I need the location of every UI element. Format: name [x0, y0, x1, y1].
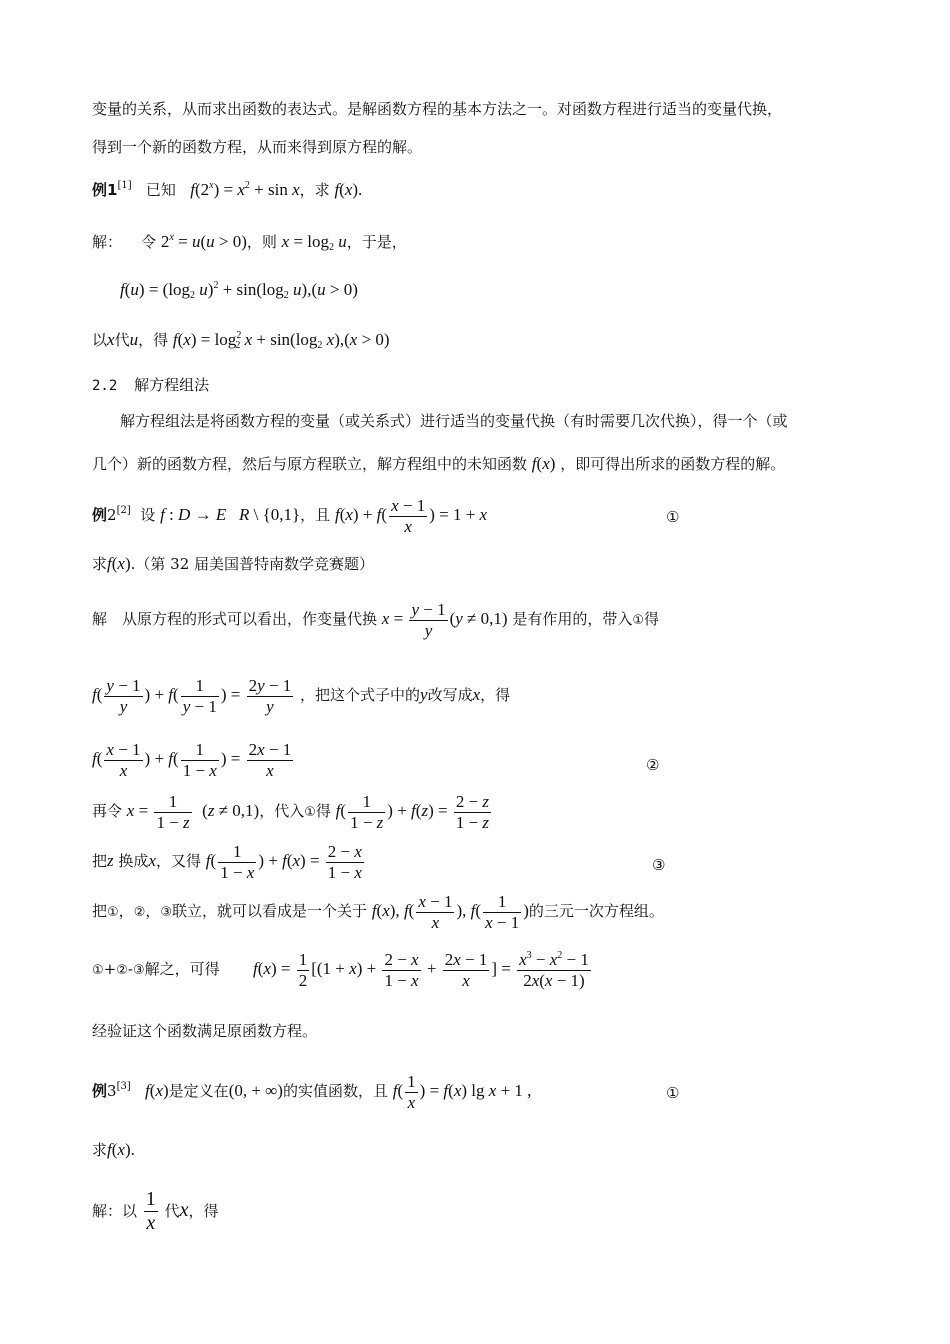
- method-text-a: 几个）新的函数方程，然后与原方程联立，解方程组中的未知函数: [92, 455, 528, 473]
- then-text: ，则: [246, 233, 277, 251]
- equation-domain: f : D → E R \ {0,1}: [160, 504, 301, 524]
- rewrite-text-a: ，把这个式子中的: [300, 685, 421, 704]
- ref-one: ①: [107, 904, 119, 920]
- sol3-text-b: 代: [164, 1202, 180, 1221]
- combine-text-a: 把: [92, 901, 108, 920]
- section-number: 2.2: [92, 378, 118, 394]
- eq-marker-1: ①: [666, 508, 680, 526]
- example-1-ref: [1]: [117, 180, 132, 191]
- ask-text-2: 求: [92, 555, 108, 573]
- def-text-a: 是定义在: [168, 1081, 229, 1100]
- example-2-ref: [2]: [116, 504, 131, 516]
- equation-3-line: 把z 换成x，又得 f( $\frac{1}{1 - x}$ ) + f(x) = $\frac{2 - x}{1 - x}$: [92, 842, 362, 882]
- swap-text-a: 把: [92, 851, 108, 870]
- solution-text-b: 是有作用的，带入: [512, 609, 633, 628]
- equation-fu: $f(u) = (\log_2$ $u)^2 + \sin(\log_2$ u),(u > 0): [120, 280, 358, 301]
- and-text: ，且: [300, 505, 331, 524]
- equation-solution: f(x) = $\frac{1}{2}$ [(1 + x) + $\frac{2 - x}{1 - x}$ + $\frac{2x - 1}{x}$ ] = $\frac{x^3 - x^2 - 1}{2x(x - 1)}$: [253, 950, 589, 990]
- solution-label: 解：: [92, 233, 123, 251]
- intro-line-1: 变量的关系，从而求出函数的表达式。是解函数方程的基本方法之一。对函数方程进行适当的变量代换，: [92, 100, 783, 118]
- example-2-solution-intro: 解 从原方程的形式可以看出，作变量代换 x = $\frac{y - 1}{y}$ (y ≠ 0,1) 是有作用的，带入①得: [92, 600, 660, 640]
- example-1-result: 以x代u，得 $f(x) = \log^2_2 x + \sin(\log_2$ x),(x > 0): [92, 330, 390, 351]
- example-3-ref: [3]: [116, 1080, 131, 1092]
- example-2-statement: [92, 496, 487, 536]
- op-three: ③: [132, 962, 145, 978]
- example-3-ask: 求f(x).: [92, 1140, 135, 1159]
- equation-fx: f(x).: [334, 180, 363, 199]
- replace-text: 以: [92, 331, 108, 349]
- swap-text-b: 换成: [118, 851, 149, 870]
- method-line-1: 解方程组法是将函数方程的变量（或关系式）进行适当的变量代换（有时需要几次代换），得一个（或: [120, 412, 788, 430]
- set-text: 设: [140, 505, 156, 524]
- eq-marker-3: ③: [652, 856, 666, 874]
- combine-line: 把①，②，③联立，就可以看成是一个关于 f(x), f( $\frac{x - 1}{x}$ ), f( $\frac{1}{x - 1}$ )的三元一次方程组。: [92, 892, 664, 932]
- equation-fx-result: $f(x) = \log^2_2 x + \sin(\log_2$ x),(x > 0): [172, 330, 390, 351]
- swap-text-c: ，又得: [155, 851, 201, 870]
- eq-marker-2: ②: [646, 756, 660, 774]
- equation-ex2-given: f(x) + f( $\frac{x - 1}{x}$ ) = 1 + x: [334, 496, 488, 536]
- let-text: 令: [141, 233, 157, 251]
- again-text-a: 再令: [92, 801, 123, 820]
- solution-text-a: 解 从原方程的形式可以看出，作变量代换: [92, 609, 378, 628]
- again-text-c: 得: [315, 801, 331, 820]
- ref-marker-1b: ①: [304, 804, 316, 820]
- intro-line-2: 得到一个新的函数方程，从而来得到原方程的解。: [92, 138, 423, 156]
- equation-ex3-given: f( $\frac{1}{x}$ ) = f(x) lg x + 1 ,: [392, 1072, 532, 1112]
- ref-two: ②: [133, 904, 146, 920]
- op-two: ②: [116, 962, 128, 978]
- eq-marker-1-ex3: ①: [666, 1084, 680, 1102]
- sol3-text-c: ，得: [188, 1202, 219, 1221]
- example-3-solution: 解：以 $\frac{1}{x}$ 代x，得: [92, 1188, 219, 1234]
- equation-x-log: $x = \log_2 u$: [281, 232, 347, 253]
- example-1-statement: [92, 180, 362, 200]
- sol3-text-a: 解：以: [92, 1202, 138, 1221]
- problem-source: .（第 32 届美国普特南数学竞赛题）: [130, 555, 375, 573]
- get-text: ，得: [138, 331, 169, 349]
- method-line-2: 几个）新的函数方程，然后与原方程联立，解方程组中的未知函数 f(x) ，即可得出所求的函数方程的解。: [92, 454, 786, 473]
- example-1-label: 例1: [92, 181, 118, 199]
- solve-text: 解之，可得: [144, 959, 220, 978]
- rewrite-text-c: ，得: [480, 685, 511, 704]
- rewrite-text-b: 改写成: [427, 685, 473, 704]
- equation-2: f( $\frac{x - 1}{x}$ ) + f( $\frac{1}{1 - x}$ ) = $\frac{2x - 1}{x}$: [92, 740, 292, 780]
- solution-text-c: 得: [644, 609, 660, 628]
- equation-ex1-given: $f(2^x) = x^2 + \sin x$: [190, 180, 300, 199]
- substitution-z-line: 再令 x = $\frac{1}{1 - z}$ (z ≠ 0,1)，代入①得 f( $\frac{1}{1 - z}$ ) + f(z) = $\frac{2 - z}{1 - z}$: [92, 792, 490, 832]
- ask-text: ，求: [299, 181, 330, 199]
- example-3-statement: 例3[3] f(x)是定义在(0, + ∞)的实值函数，且 f( $\frac{1}{x}$ ) = f(x) lg x + 1 ,: [92, 1072, 532, 1112]
- example-2-number: 2: [107, 505, 117, 524]
- solve-line: ①+②-③解之，可得 f(x) = $\frac{1}{2}$ [(1 + x) + $\frac{2 - x}{1 - x}$ + $\frac{2x - 1}{x}$ ] = $\frac{x^3 - x^2 - 1}{2x(x - 1)}$: [92, 950, 593, 990]
- verify-line: 经验证这个函数满足原函数方程。: [92, 1022, 318, 1040]
- equation-substitution: $2^x = u(u > 0)$: [160, 232, 247, 251]
- equation-line-y: f( $\frac{y - 1}{y}$ ) + f( $\frac{1}{y - 1}$ ) = $\frac{2y - 1}{y}$ ，把这个式子中的y改写成x，得: [92, 676, 511, 716]
- example-2-ask: 求f(x).（第 32 届美国普特南数学竞赛题）: [92, 554, 375, 573]
- ref-marker-1: ①: [632, 612, 644, 628]
- example-3-label: 例: [92, 1081, 108, 1100]
- ask-text-3: 求: [92, 1141, 108, 1159]
- op-one: ①: [92, 962, 104, 978]
- replace-mid-text: 代: [114, 331, 130, 349]
- def-text-b: 的实值函数，且: [282, 1081, 388, 1100]
- section-title: 解方程组法: [134, 376, 210, 394]
- known-text: 已知: [145, 181, 176, 199]
- ref-three: ③: [160, 904, 173, 920]
- so-text: ，于是，: [346, 233, 407, 251]
- example-2-label: 例: [92, 505, 108, 524]
- combine-text-c: 的三元一次方程组。: [528, 901, 664, 920]
- again-text-b: ，代入: [259, 801, 305, 820]
- combine-text-b: 联立，就可以看成是一个关于: [172, 901, 368, 920]
- example-3-number: 3: [107, 1081, 117, 1100]
- method-text-b: ，即可得出所求的函数方程的解。: [560, 455, 786, 473]
- example-1-solution-line: [92, 232, 407, 254]
- section-heading: [92, 376, 209, 395]
